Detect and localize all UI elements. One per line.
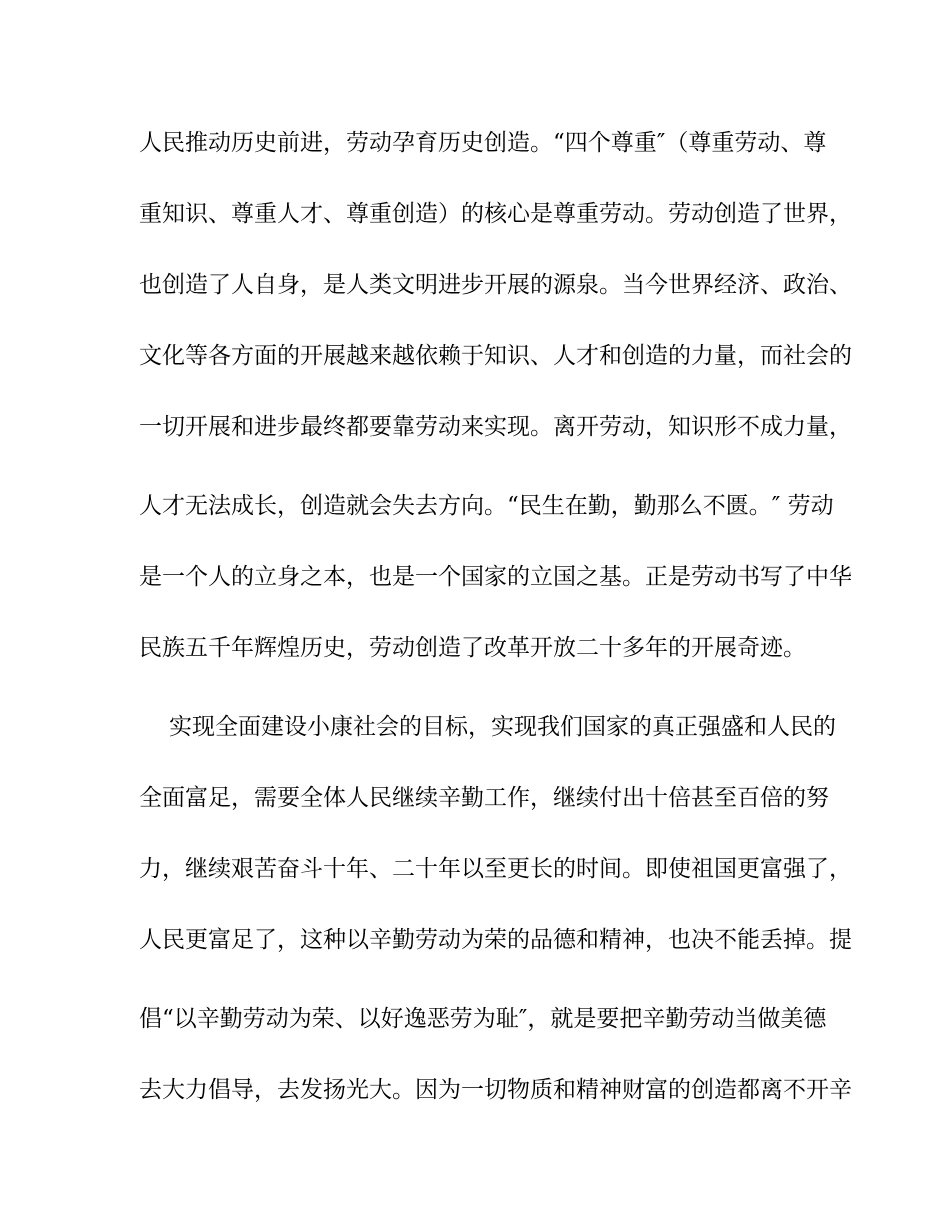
paragraph-line: 实现全面建设小康社会的目标，实现我们国家的真正强盛和人民的 bbox=[169, 714, 836, 740]
paragraph-line: 人才无法成长，创造就会失去方向。“民生在勤，勤那么不匮。″ 劳动 bbox=[139, 493, 834, 519]
paragraph-line: 人民更富足了，这种以辛勤劳动为荣的品德和精神，也决不能丢掉。提 bbox=[139, 927, 852, 953]
paragraph-line: 民族五千年辉煌历史，劳动创造了改革开放二十多年的开展奇迹。 bbox=[139, 635, 806, 661]
paragraph-line: 倡“以辛勤劳动为荣、以好逸恶劳为耻″，就是要把辛勤劳动当做美德 bbox=[139, 1006, 827, 1032]
paragraph-line: 一切开展和进步最终都要靠劳动来实现。离开劳动，知识形不成力量， bbox=[139, 414, 852, 440]
paragraph-line: 去大力倡导，去发扬光大。因为一切物质和精神财富的创造都离不开辛 bbox=[139, 1077, 852, 1103]
paragraph-line: 也创造了人自身，是人类文明进步开展的源泉。当今世界经济、政治、 bbox=[139, 272, 852, 298]
paragraph-line: 文化等各方面的开展越来越依赖于知识、人才和创造的力量，而社会的 bbox=[139, 343, 852, 369]
paragraph-line: 是一个人的立身之本，也是一个国家的立国之基。正是劳动书写了中华 bbox=[139, 564, 852, 590]
paragraph-line: 人民推动历史前进，劳动孕育历史创造。“四个尊重″（尊重劳动、尊 bbox=[139, 130, 827, 156]
paragraph-line: 力，继续艰苦奋斗十年、二十年以至更长的时间。即使祖国更富强了， bbox=[139, 856, 852, 882]
paragraph-line: 全面富足，需要全体人民继续辛勤工作，继续付出十倍甚至百倍的努 bbox=[139, 785, 829, 811]
paragraph-line: 重知识、尊重人才、尊重创造）的核心是尊重劳动。劳动创造了世界， bbox=[139, 201, 852, 227]
